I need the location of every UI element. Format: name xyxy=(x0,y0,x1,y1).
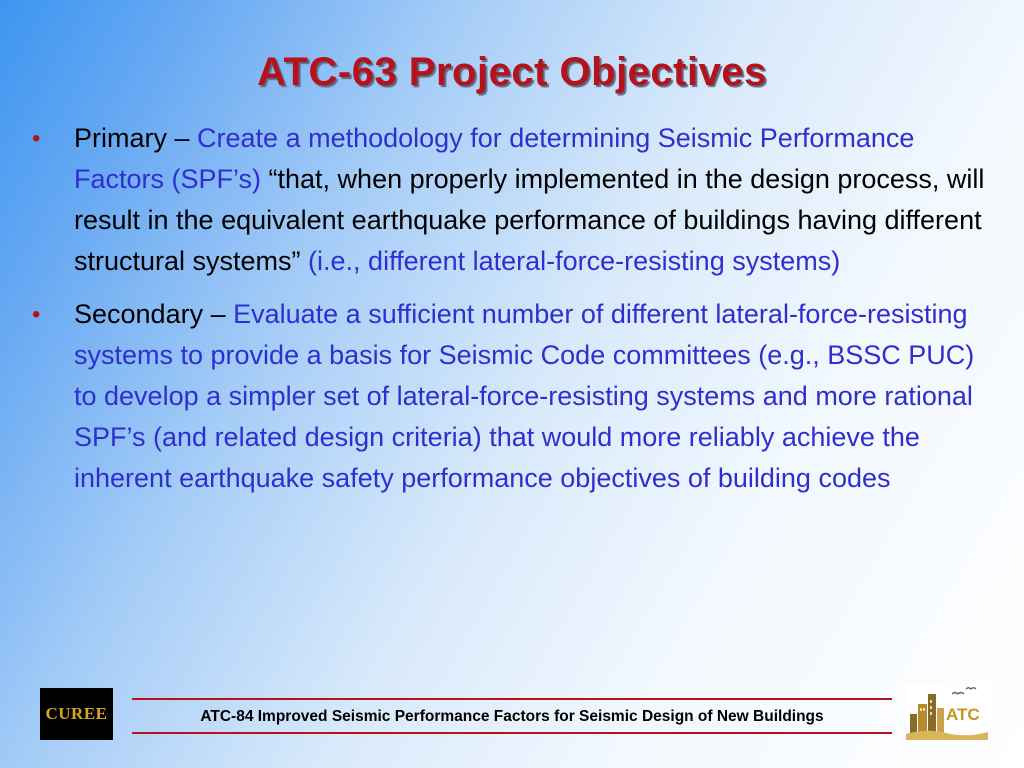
primary-quote-text: “that, when properly implemented in the design process, will result in the equivalent earthquake performance of buildings having different structural systems” xyxy=(74,164,985,276)
atc-logo-text: ATC xyxy=(946,705,980,724)
footer-text: ATC-84 Improved Seismic Performance Factors for Seismic Design of New Buildings xyxy=(200,708,824,725)
curee-logo xyxy=(40,688,113,740)
primary-methodology-text: Create a methodology for determining Seismic Performance Factors (SPF’s) xyxy=(74,123,915,194)
bullet-marker: • xyxy=(32,125,41,152)
window-icon xyxy=(930,706,932,709)
objectives-list xyxy=(30,118,995,499)
window-icon xyxy=(923,708,925,711)
curee-logo-text: CUREE xyxy=(45,704,108,723)
secondary-label: Secondary – xyxy=(74,299,234,329)
building-icon xyxy=(918,704,927,734)
slide-title: ATC-63 Project Objectives xyxy=(257,50,767,94)
building-icon xyxy=(910,714,917,734)
secondary-text: Evaluate a sufficient number of different lateral-force-resisting systems to provide a basis for Seismic Code committees (e.g., BSSC PUC) to develop a simpler set of lateral-force-resisting systems and more rational SPF’s (and related design criteria) that would more reliably achieve the inherent earthquake safety performance objectives of building codes xyxy=(74,299,975,493)
window-icon xyxy=(930,712,932,715)
building-icon xyxy=(937,708,944,734)
window-icon xyxy=(920,708,922,711)
bullet-secondary xyxy=(30,294,995,499)
footer-bottom-rule xyxy=(132,732,892,734)
bullet-primary xyxy=(30,118,995,282)
primary-label: Primary – xyxy=(74,123,198,153)
primary-note-text: (i.e., different lateral-force-resisting systems) xyxy=(308,246,841,276)
footer-top-rule xyxy=(132,698,892,700)
atc-logo xyxy=(906,684,988,740)
bullet-marker: • xyxy=(32,301,41,328)
window-icon xyxy=(930,700,932,703)
